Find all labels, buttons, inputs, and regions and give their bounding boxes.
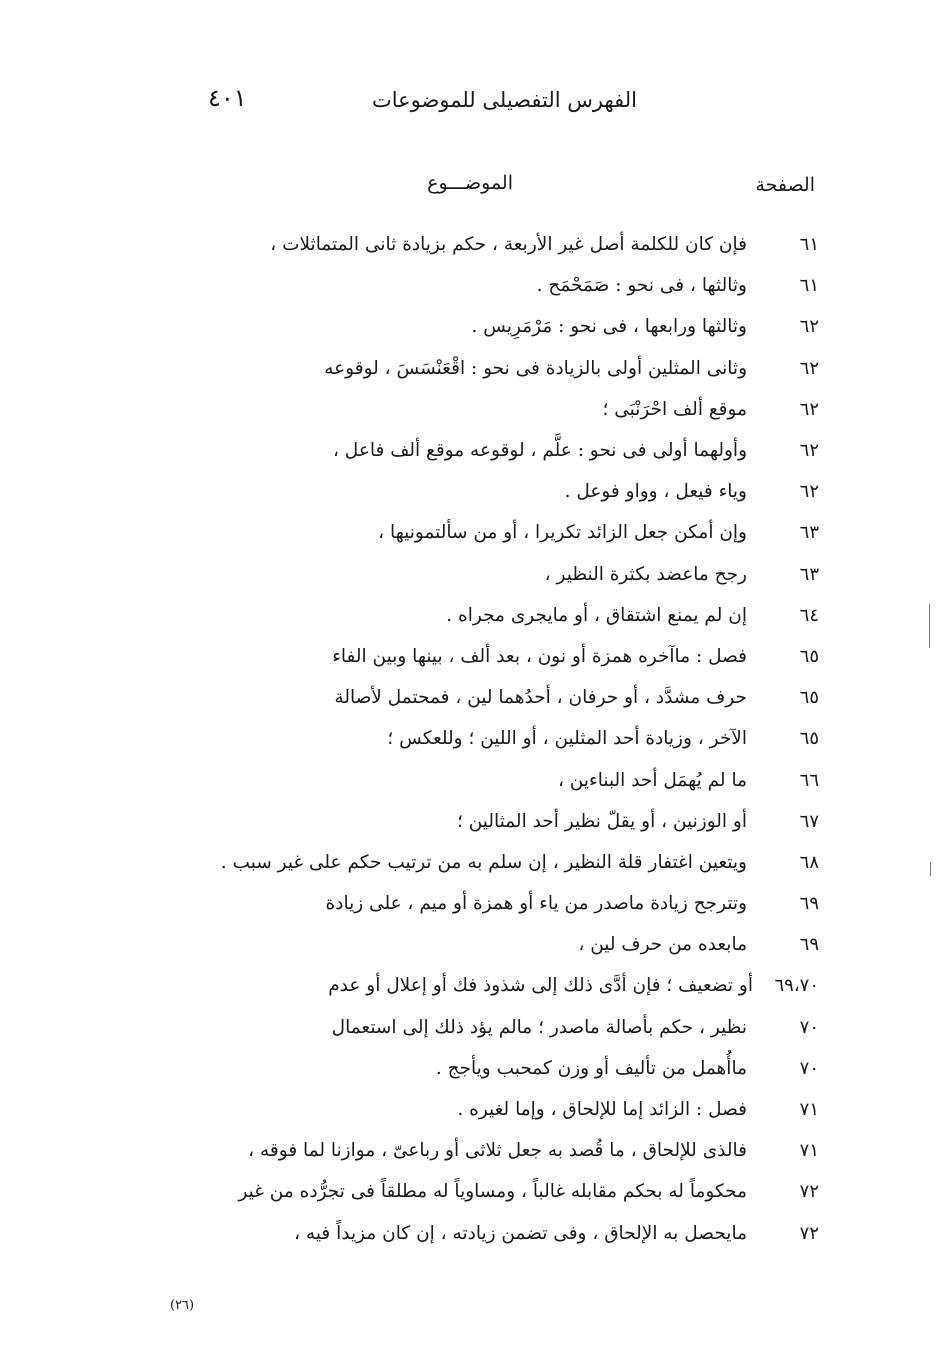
- index-entry: [99, 924, 819, 965]
- index-entry: [99, 759, 819, 800]
- entry-page-number: ٦٤: [799, 604, 819, 626]
- entry-topic-text: مابعده من حرف لين ،: [578, 934, 747, 956]
- scan-edge-mark: [929, 604, 930, 648]
- entry-topic-text: وياء فيعل ، وواو فوعل .: [564, 481, 747, 503]
- entry-topic-text: وإن أمكن جعل الزائد تكريرا ، أو من سألتمونيها ،: [378, 522, 747, 544]
- entry-topic-text: وثالثها ، فى نحو : صَمَحْمَح .: [536, 275, 747, 297]
- entry-topic-text: أو تضعيف ؛ فإن أدَّى ذلك إلى شذوذ فك أو إعلال أو عدم: [328, 975, 753, 997]
- entry-topic-text: وثالثها ورابعها ، فى نحو : مَرْمَرِيس .: [471, 316, 747, 338]
- scan-edge-mark: [930, 862, 931, 876]
- index-entry: [99, 1213, 819, 1254]
- index-entry: [99, 636, 819, 677]
- entry-page-number: ٦٣: [799, 522, 819, 544]
- entry-page-number: ٧١: [799, 1099, 819, 1121]
- entry-page-number: ٧٠: [799, 1016, 819, 1038]
- entry-topic-text: الآخر ، وزيادة أحد المثلين ، أو اللين ؛ وللعكس ؛: [387, 728, 747, 750]
- entry-page-number: ٦٩: [799, 893, 819, 915]
- entry-topic-text: مايحصل به الإلحاق ، وفى تضمن زيادته ، إن كان مزيداً فيه ،: [294, 1222, 747, 1244]
- entry-topic-text: رجح ماعضد بكثرة النظير ،: [544, 563, 747, 585]
- entry-topic-text: فصل : الزائد إما للإلحاق ، وإما لغيره .: [457, 1099, 747, 1121]
- entry-page-number: ٦٦: [799, 769, 819, 791]
- entry-page-number: ٧٠: [799, 1057, 819, 1079]
- entry-page-number: ٧٢: [799, 1222, 819, 1244]
- entry-topic-text: وأولهما أولى فى نحو : علَّم ، لوقوعه موقع ألف فاعل ،: [332, 440, 747, 462]
- entry-topic-text: وثانى المثلين أولى بالزيادة فى نحو : اقْعَنْسَسَ ، لوقوعه: [324, 357, 747, 379]
- entry-page-number: ٦٢: [799, 357, 819, 379]
- entry-page-number: ٦١: [799, 275, 819, 297]
- index-entry: [99, 842, 819, 883]
- index-entry: [99, 265, 819, 306]
- entry-topic-text: إن لم يمنع اشتقاق ، أو مايجرى مجراه .: [446, 604, 747, 626]
- signature-mark: (٢٦): [170, 1298, 195, 1313]
- entry-topic-text: وتترجح زيادة ماصدر من ياء أو همزة أو ميم ، على زيادة: [325, 893, 747, 915]
- entry-page-number: ٦٢: [799, 481, 819, 503]
- column-header-page: الصفحة: [755, 174, 815, 196]
- index-entry: [99, 471, 819, 512]
- entry-page-number: ٦٢: [799, 398, 819, 420]
- entry-page-number: ٦٩: [799, 934, 819, 956]
- index-entry: [99, 718, 819, 759]
- index-entry: [99, 801, 819, 842]
- entry-topic-text: ماأُهمل من تأليف أو وزن كمحبب ويأجج .: [435, 1057, 747, 1079]
- entry-page-number: ٦٢: [799, 440, 819, 462]
- entry-topic-text: ويتعين اغتفار قلة النظير ، إن سلم به من ترتيب حكم على غير سبب .: [220, 851, 747, 873]
- index-entry: [99, 595, 819, 636]
- running-title: الفهرس التفصيلى للموضوعات: [371, 88, 637, 112]
- index-entry: [99, 389, 819, 430]
- index-entry: [99, 1007, 819, 1048]
- index-entry: [99, 1048, 819, 1089]
- index-entry: [99, 1130, 819, 1171]
- entry-page-number: ٦٣: [799, 563, 819, 585]
- index-entry: [99, 224, 819, 265]
- index-entry: [99, 1171, 819, 1212]
- entry-page-number: ٦٧: [799, 810, 819, 832]
- entry-topic-text: فإن كان للكلمة أصل غير الأربعة ، حكم بزيادة ثانى المتماثلات ،: [270, 234, 747, 256]
- entry-page-number: ٦٥: [799, 687, 819, 709]
- index-entry: [99, 554, 819, 595]
- index-entry: [99, 677, 819, 718]
- entry-topic-text: أو الوزنين ، أو يقلّ نظير أحد المثالين ؛: [456, 810, 747, 832]
- index-entry: [99, 512, 819, 553]
- index-entry: [99, 965, 819, 1006]
- index-entry: [99, 430, 819, 471]
- entry-page-number: ٧١: [799, 1140, 819, 1162]
- entry-page-number: ٦٥: [799, 645, 819, 667]
- page-number: ٤٠١: [208, 84, 247, 112]
- entry-page-number: ٦١: [799, 234, 819, 256]
- entry-page-number: ٦٨: [799, 851, 819, 873]
- entry-topic-text: حرف مشدَّد ، أو حرفان ، أحدُهما لين ، فمحتمل لأصالة: [334, 687, 747, 709]
- column-header-topic: الموضـــوع: [427, 172, 513, 194]
- entry-page-number: ٦٥: [799, 728, 819, 750]
- index-entry: [99, 883, 819, 924]
- index-entry: [99, 1089, 819, 1130]
- index-entry: [99, 306, 819, 347]
- entry-topic-text: نظير ، حكم بأصالة ماصدر ؛ مالم يؤد ذلك إلى استعمال: [331, 1016, 747, 1038]
- entry-page-number: ٦٢: [799, 316, 819, 338]
- entry-topic-text: ما لم يُهمَل أحد البناءين ،: [557, 769, 747, 791]
- entry-topic-text: فالذى للإلحاق ، ما قُصد به جعل ثلاثى أو رباعىّ ، موازنا لما فوقه ،: [248, 1140, 747, 1162]
- index-entry: [99, 348, 819, 389]
- entry-topic-text: موقع ألف احْرَنْبَى ؛: [602, 398, 747, 420]
- entry-page-number: ٦٩،٧٠: [774, 975, 819, 997]
- entry-page-number: ٧٢: [799, 1181, 819, 1203]
- entry-topic-text: محكوماً له بحكم مقابله غالباً ، ومساوياً له مطلقاً فى تجرُّده من غير: [238, 1181, 747, 1203]
- index-entries: [99, 224, 819, 1254]
- entry-topic-text: فصل : ماآخره همزة أو نون ، بعد ألف ، بينها وبين الفاء: [332, 645, 747, 667]
